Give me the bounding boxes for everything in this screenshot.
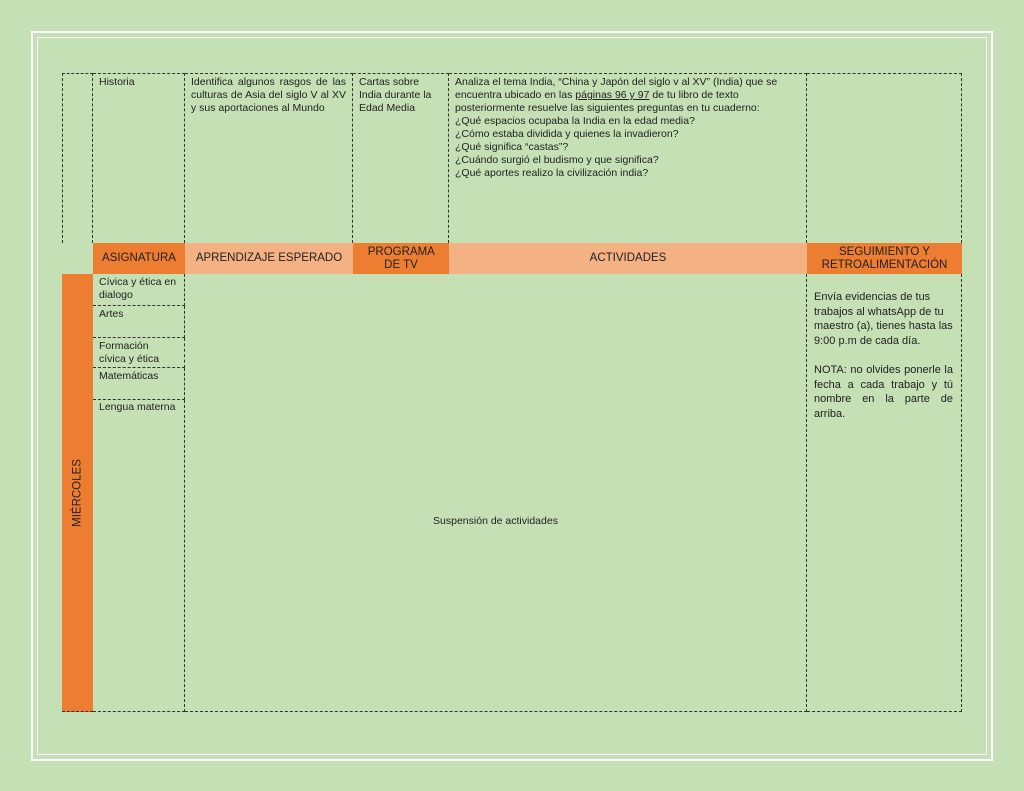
subject-arts <box>93 306 185 338</box>
question-item: ¿Cuándo surgió el budismo y que significa? <box>455 154 659 166</box>
suspension-text: Suspensión de actividades <box>433 515 558 527</box>
question-item: ¿Cómo estaba dividida y quienes la invadieron? <box>455 128 679 140</box>
textbook-pages-link[interactable]: páginas 96 y 97 <box>575 89 650 101</box>
activities-intro-part1: Analiza el tema India, “China y Japón del siglo v al XV” (India) que se encuentra ubicado en las <box>455 76 778 101</box>
followup-note-text: NOTA: no olvides ponerle la fecha a cada trabajo y tú nombre en la parte de arriba. <box>814 364 953 420</box>
subject-language <box>93 400 185 712</box>
header-tv-program <box>353 243 449 274</box>
question-item: ¿Qué espacios ocupaba la India en la edad media? <box>455 115 695 127</box>
subject-civics-dialog <box>93 274 185 306</box>
header-activities <box>449 243 807 274</box>
followup-cell-top <box>807 73 962 243</box>
subject-label: Matemáticas <box>99 370 159 382</box>
activities-intro <box>455 76 800 115</box>
expected-learning-cell <box>185 73 353 243</box>
header-subject <box>93 243 185 274</box>
day-cell-previous <box>62 73 93 243</box>
subject-history <box>93 73 185 243</box>
question-item: ¿Qué significa “castas”? <box>455 141 569 153</box>
subject-label: Formación cívica y ética <box>99 340 160 365</box>
day-label: MIÉRCOLES <box>71 458 83 527</box>
subject-math <box>93 368 185 400</box>
tv-program-cell <box>353 73 449 243</box>
subject-label: Cívica y ética en dialogo <box>99 276 177 301</box>
activities-cell <box>449 73 807 243</box>
day-cell-wednesday <box>62 274 93 712</box>
subject-history-text: Historia <box>99 76 135 88</box>
header-followup <box>807 243 962 274</box>
activities-intro-part2: de tu libro de texto posteriormente resuelve las siguientes preguntas en tu cuaderno: <box>455 89 760 114</box>
header-followup-label: SEGUIMIENTO Y RETROALIMENTACIÓN <box>821 245 948 271</box>
header-subject-label: ASIGNATURA <box>102 252 176 264</box>
question-item: ¿Qué aportes realizo la civilización india? <box>455 167 649 179</box>
header-expected-learning <box>185 243 353 274</box>
tv-program-text: Cartas sobre India durante la Edad Media <box>359 76 432 114</box>
header-expected-learning-label: APRENDIZAJE ESPERADO <box>195 252 343 264</box>
subject-civic-training <box>93 338 185 368</box>
expected-learning-text: Identifica algunos rasgos de las culturas de Asia del siglo V al XV y sus aportaciones al Mundo <box>191 76 346 114</box>
header-tv-program-label: PROGRAMA DE TV <box>367 245 435 271</box>
followup-evidence-text: Envía evidencias de tus trabajos al whatsApp de tu maestro (a), tienes hasta las 9:00 p.m de cada día. <box>814 291 953 347</box>
header-activities-label: ACTIVIDADES <box>589 252 667 264</box>
followup-cell <box>807 274 962 712</box>
subject-label: Lengua materna <box>99 401 176 413</box>
subject-label: Artes <box>99 308 124 320</box>
suspension-cell <box>185 274 807 712</box>
